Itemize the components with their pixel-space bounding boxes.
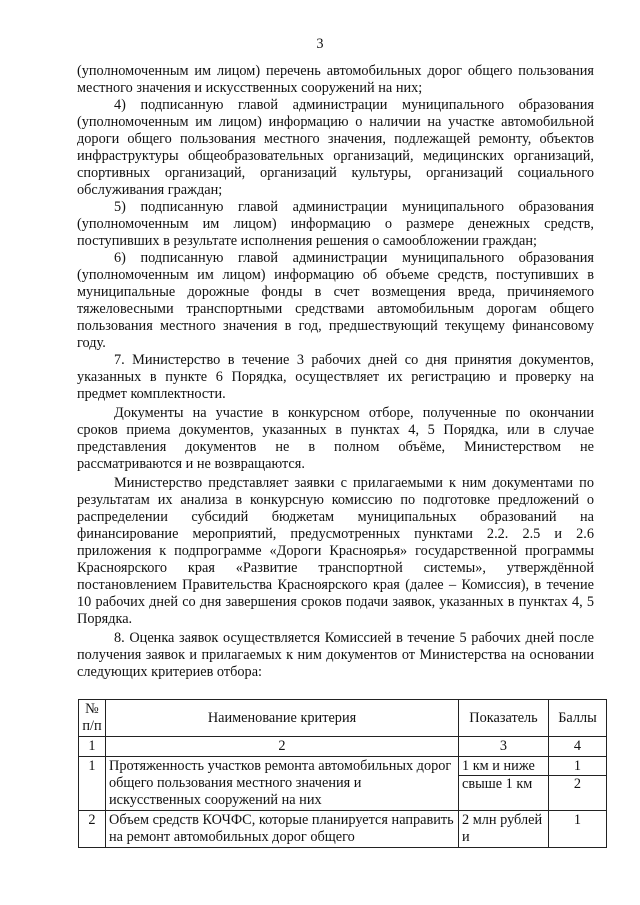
points-cell (549, 757, 607, 811)
header-num: № п/п (79, 700, 106, 737)
header-points: Баллы (549, 700, 607, 737)
paragraph: 8. Оценка заявок осуществляется Комиссией в течение 5 рабочих дней после получения заявок и прилагаемых к ним документов от Министерства на основании следующих критериев отбора: (77, 630, 594, 680)
header-name: Наименование критерия (106, 700, 459, 737)
table-header-row (79, 700, 607, 737)
row-number: 2 (79, 811, 106, 848)
paragraph: Документы на участие в конкурсном отборе, полученные по окончании сроков приема документов, указанных в пунктах 4, 5 Порядка, или в случае представления документов не в полном объёме, Министерством не рассматриваются и не возвращаются. (77, 405, 594, 472)
column-number: 2 (106, 737, 459, 757)
column-numbers-row (79, 737, 607, 757)
column-number: 1 (79, 737, 106, 757)
body-text (77, 63, 594, 681)
header-indicator: Показатель (459, 700, 549, 737)
criterion-name: Протяженность участков ремонта автомобильных дорог общего пользования местного значения и искусственных сооружений на них (106, 757, 459, 811)
paragraph: Министерство представляет заявки с прилагаемыми к ним документами по результатам их анализа в конкурсную комиссию по подготовке предложений о распределении субсидий бюджетам муниципальных образований на финансирование мероприятий, предусмотренных пунктами 2.2. 2.5 и 2.6 приложения к подпрограмме «Дороги Красноярья» государственной программы Красноярского края «Развитие транспортной системы», утверждённой постановлением Правительства Красноярского края (далее – Комиссия), в течение 10 рабочих дней со дня завершения сроков подачи заявок, указанных в пунктах 4, 5 Порядка. (77, 475, 594, 627)
table-row (79, 811, 607, 848)
paragraph: 4) подписанную главой администрации муниципального образования (уполномоченным им лицом) информацию о наличии на участке автомобильной дороги общего пользования местного значения, подлежащей ремонту, объектов инфраструктуры общеобразовательных организаций, медицинских организаций, спортивных организаций, организаций культуры, организаций социального обслуживания граждан; (77, 97, 594, 198)
column-number: 4 (549, 737, 607, 757)
paragraph: 7. Министерство в течение 3 рабочих дней со дня принятия документов, указанных в пункте 6 Порядка, осуществляет их регистрацию и проверку на предмет комплектности. (77, 352, 594, 402)
points-value: 1 (549, 758, 606, 776)
page-number: 3 (316, 36, 324, 52)
criteria-table (78, 699, 607, 848)
paragraph: (уполномоченным им лицом) перечень автомобильных дорог общего пользования местного значения и искусственных сооружений на них; (77, 63, 594, 96)
points-value: 2 (573, 776, 582, 792)
points-value: 1 (549, 811, 607, 848)
indicator-cell (459, 757, 549, 811)
table-row (79, 757, 607, 811)
row-number: 1 (79, 757, 106, 811)
criterion-name: Объем средств КОЧФС, которые планируется направить на ремонт автомобильных дорог общего (106, 811, 459, 848)
paragraph: 6) подписанную главой администрации муниципального образования (уполномоченным им лицом) информацию об объеме средств, поступивших в муниципальные дорожные фонды в счет возмещения вреда, причиняемого тяжеловесными транспортными средствами автомобильным дорогам общего пользования местного значения в год, предшествующий текущему финансовому году. (77, 250, 594, 351)
column-number: 3 (459, 737, 549, 757)
indicator-value: 1 км и ниже (459, 758, 548, 776)
indicator-value: 2 млн рублей и (459, 811, 549, 848)
paragraph: 5) подписанную главой администрации муниципального образования (уполномоченным им лицом) информацию о размере денежных средств, поступивших в результате исполнения решения о самообложении граждан; (77, 199, 594, 249)
indicator-value: свыше 1 км (462, 776, 533, 792)
